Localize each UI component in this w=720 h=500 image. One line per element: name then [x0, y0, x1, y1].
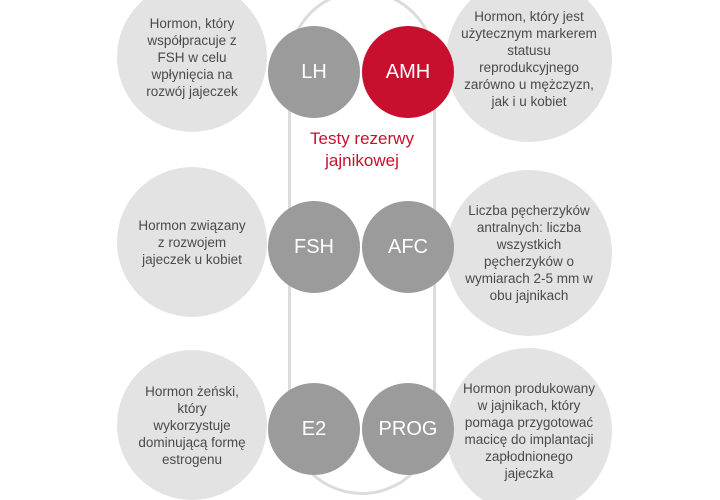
afc-test-node: AFC: [362, 201, 454, 293]
center-title: Testy rezerwy jajnikowej: [310, 129, 414, 170]
e2-description-bubble: Hormon żeński, który wykorzystuje dominującą formę estrogenu: [117, 350, 267, 500]
lh-description-bubble: Hormon, który współpracuje z FSH w celu wpłynięcia na rozwój jajeczek: [117, 0, 267, 132]
amh-description-bubble: Hormon, który jest użytecznym markerem statusu reprodukcyjnego zarówno u mężczyzn, jak i u kobiet: [446, 0, 612, 142]
fsh-test-node: FSH: [268, 201, 360, 293]
fsh-description-bubble: Hormon związany z rozwojem jajeczek u kobiet: [117, 167, 267, 317]
afc-description-bubble: Liczba pęcherzyków antralnych: liczba wszystkich pęcherzyków o wymiarach 2-5 mm w obu jajnikach: [446, 170, 612, 336]
prog-description-bubble: Hormon produkowany w jajnikach, który pomaga przygotować macicę do implantacji zapłodnionego jajeczka: [446, 348, 612, 500]
prog-test-node: PROG: [362, 383, 454, 475]
lh-test-node: LH: [268, 26, 360, 118]
amh-test-node: AMH: [362, 26, 454, 118]
e2-test-node: E2: [268, 383, 360, 475]
